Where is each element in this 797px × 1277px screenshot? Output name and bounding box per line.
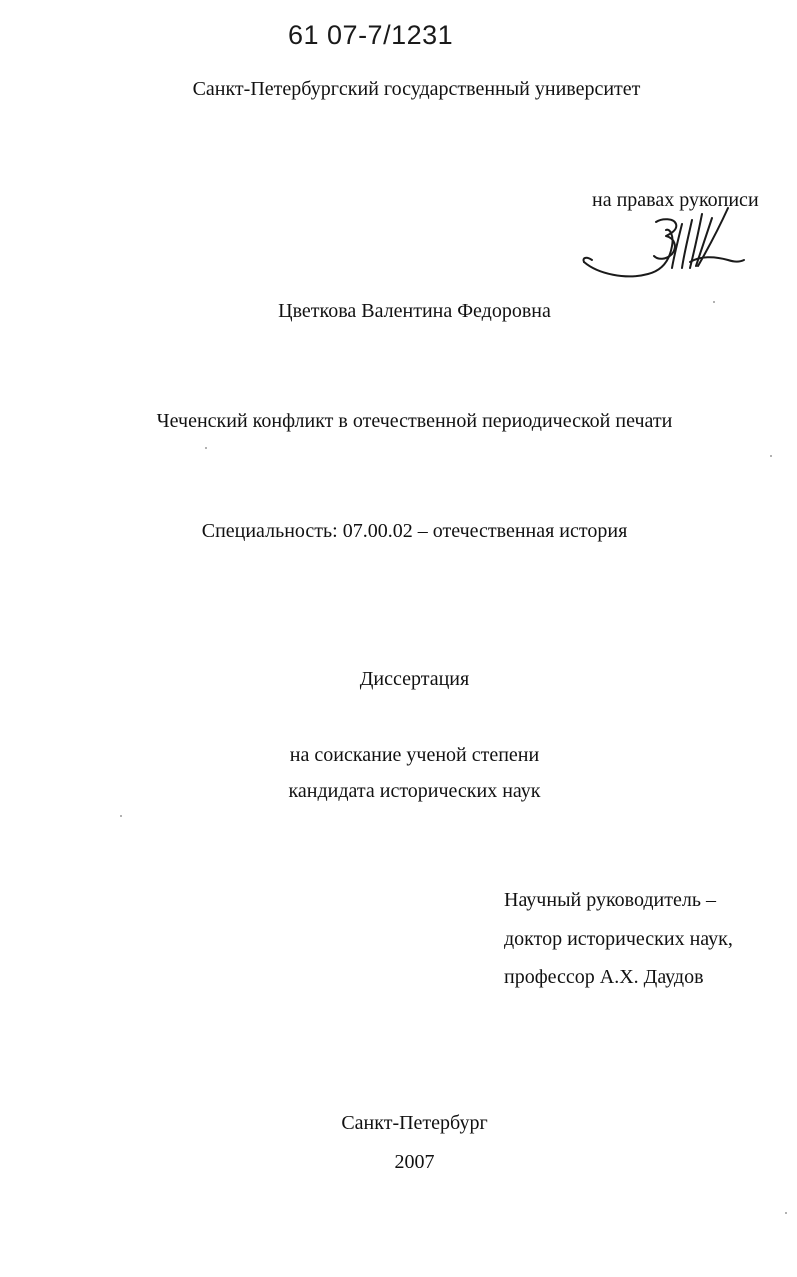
supervisor-role: Научный руководитель – <box>504 889 716 911</box>
work-type: Диссертация <box>359 668 470 690</box>
dissertation-title: Чеченский конфликт в отечественной периодической печати <box>156 410 673 432</box>
author-name: Цветкова Валентина Федоровна <box>278 300 551 322</box>
city: Санкт-Петербург <box>341 1112 488 1134</box>
university-name: Санкт-Петербургский государственный университет <box>192 78 641 100</box>
handwritten-signature <box>578 200 748 290</box>
degree-line-1: на соискание ученой степени <box>289 744 540 766</box>
scan-speck <box>770 455 772 457</box>
specialty-line: Специальность: 07.00.02 – отечественная история <box>201 520 628 542</box>
supervisor-degree: доктор исторических наук, <box>504 928 733 950</box>
scan-speck <box>785 1212 787 1214</box>
scan-speck <box>120 815 122 817</box>
scan-speck <box>713 301 715 303</box>
scan-speck <box>205 447 207 449</box>
year: 2007 <box>394 1151 435 1173</box>
manuscript-rights-note: на правах рукописи <box>592 189 759 211</box>
archive-stamp-number: 61 07-7/1231 <box>288 20 454 50</box>
supervisor-name: профессор А.Х. Даудов <box>504 966 704 988</box>
degree-line-2: кандидата исторических наук <box>288 780 541 802</box>
